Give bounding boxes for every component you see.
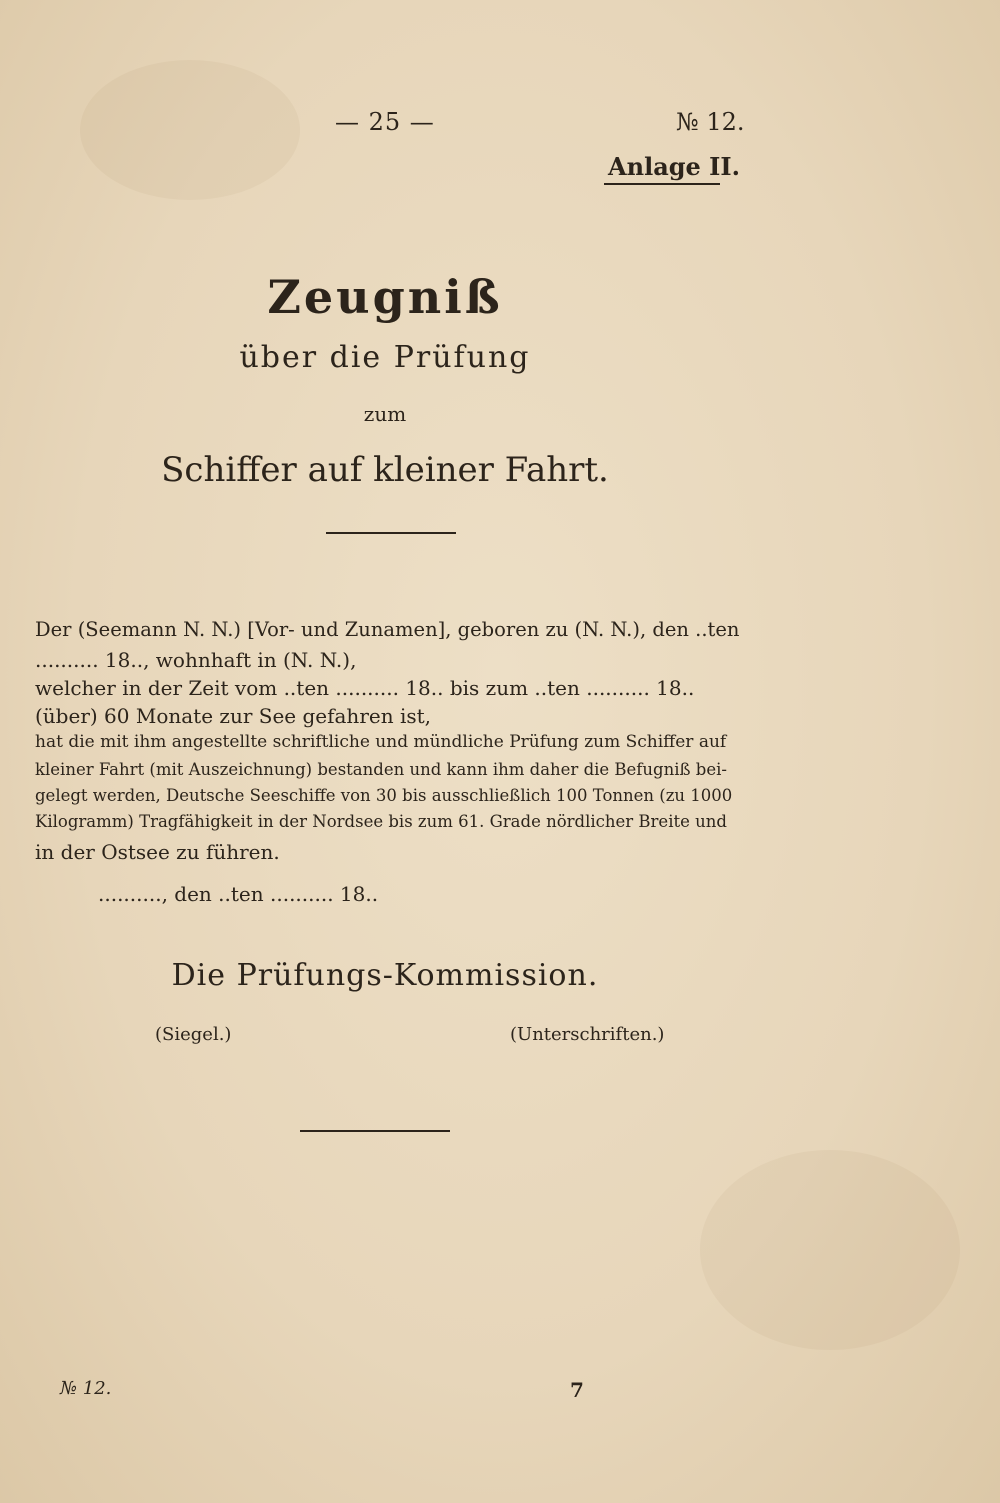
body-line: .......... 18.., wohnhaft in (N. N.),: [35, 648, 357, 672]
date-line: .........., den ..ten .......... 18..: [98, 882, 379, 906]
body-line: hat die mit ihm angestellte schriftliche und mündliche Prüfung zum Schiffer auf: [35, 732, 727, 752]
role-title: Schiffer auf kleiner Fahrt.: [161, 450, 609, 490]
paper-stain: [80, 60, 300, 200]
signatures-label: (Unterschriften.): [510, 1024, 665, 1045]
body-line: gelegt werden, Deutsche Seeschiffe von 30 bis ausschließlich 100 Tonnen (zu 1000: [35, 786, 733, 805]
attachment-rule: [604, 183, 720, 185]
attachment-label: Anlage II.: [608, 152, 740, 181]
body-line: Kilogramm) Tragfähigkeit in der Nordsee bis zum 61. Grade nördlicher Breite und: [35, 812, 727, 831]
commission-heading: Die Prüfungs-Kommission.: [171, 958, 599, 993]
body-line: (über) 60 Monate zur See gefahren ist,: [35, 704, 432, 728]
footer-document-number: № 12.: [60, 1378, 112, 1399]
document-subtitle: über die Prüfung: [239, 340, 531, 375]
document-title: Zeugniß: [267, 270, 503, 324]
body-line: in der Ostsee zu führen.: [35, 840, 280, 864]
title-divider: [326, 532, 456, 534]
body-line: welcher in der Zeit vom ..ten .......... 18.. bis zum ..ten .......... 18..: [35, 676, 695, 700]
seal-label: (Siegel.): [155, 1024, 232, 1045]
paper-stain: [700, 1150, 960, 1350]
connector-text: zum: [363, 402, 407, 426]
closing-divider: [300, 1130, 450, 1132]
document-number: № 12.: [676, 108, 745, 136]
body-line: kleiner Fahrt (mit Auszeichnung) bestanden und kann ihm daher die Befugniß bei-: [35, 760, 727, 779]
footer-page-number: 7: [570, 1378, 584, 1402]
page-number: — 25 —: [335, 108, 435, 136]
body-line: Der (Seemann N. N.) [Vor- und Zunamen], geboren zu (N. N.), den ..ten: [35, 618, 740, 641]
